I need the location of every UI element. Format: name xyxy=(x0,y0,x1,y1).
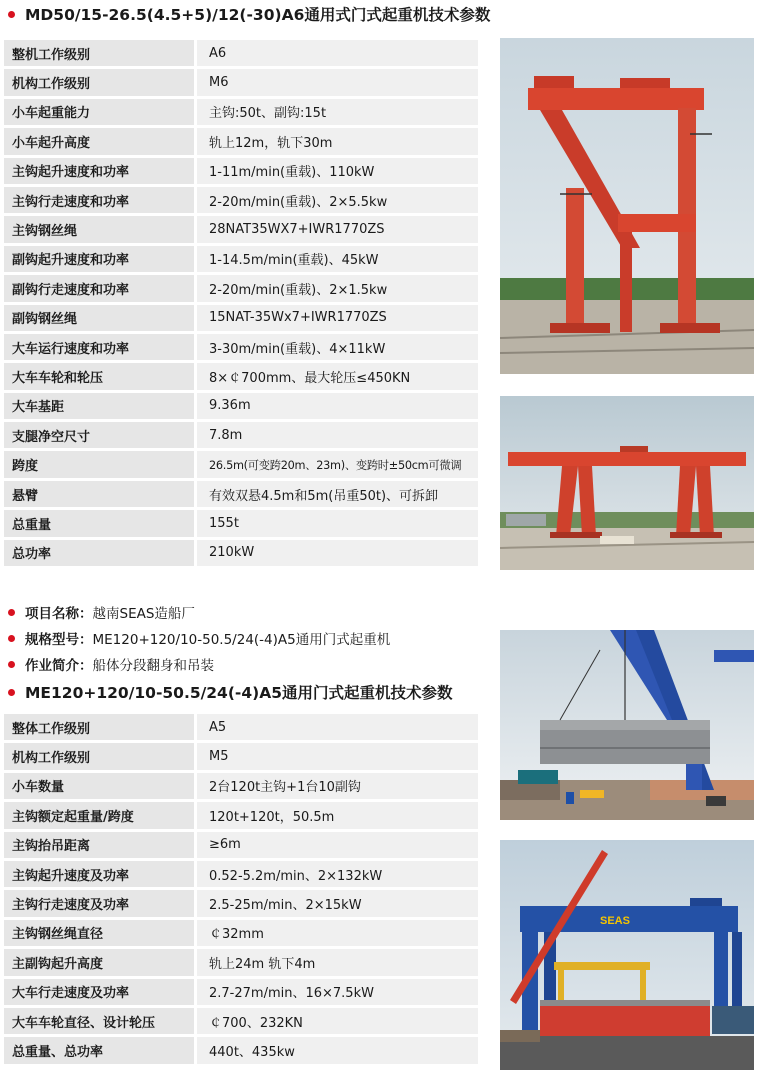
spec-value: 15NAT-35Wx7+IWR1770ZS xyxy=(197,305,478,334)
spec-row xyxy=(4,246,478,275)
spec-value: 1-14.5m/min(重载)、45kW xyxy=(197,246,478,275)
spec-row xyxy=(4,69,478,98)
spec-row xyxy=(4,920,478,949)
spec-label: 主钩额定起重量/跨度 xyxy=(4,802,194,831)
bullet-dot-icon xyxy=(8,661,15,668)
project-model-key: 规格型号： xyxy=(25,632,93,648)
crane-photo-2 xyxy=(500,396,754,570)
spec-row xyxy=(4,832,478,861)
spec-row xyxy=(4,979,478,1008)
spec-label: 大车基距 xyxy=(4,393,194,422)
spec-value: 8×￠700mm、最大轮压≤450KN xyxy=(197,363,478,392)
spec-label: 副钩行走速度和功率 xyxy=(4,275,194,304)
spec-value: ≥6m xyxy=(197,832,478,861)
spec-value: 28NAT35WX7+IWR1770ZS xyxy=(197,216,478,245)
spec-row xyxy=(4,1008,478,1037)
spec-label: 大车车轮直径、设计轮压 xyxy=(4,1008,194,1037)
spec-row xyxy=(4,714,478,743)
spec-value: 2台120t主钩+1台10副钩 xyxy=(197,773,478,802)
spec-label: 总重量、总功率 xyxy=(4,1037,194,1066)
spec-row xyxy=(4,393,478,422)
bullet-dot-icon xyxy=(8,689,15,696)
spec-value: 1-11m/min(重载)、110kW xyxy=(197,158,478,187)
spec-row xyxy=(4,481,478,510)
spec-label: 机构工作级别 xyxy=(4,743,194,772)
crane-photo-1 xyxy=(500,38,754,374)
spec-row xyxy=(4,743,478,772)
spec-row xyxy=(4,334,478,363)
spec-row xyxy=(4,363,478,392)
spec-label: 悬臂 xyxy=(4,481,194,510)
spec-row xyxy=(4,890,478,919)
project-work-key: 作业简介： xyxy=(25,658,93,674)
spec-row xyxy=(4,216,478,245)
spec-value: A5 xyxy=(197,714,478,743)
spec-value: 120t+120t，50.5m xyxy=(197,802,478,831)
spec-value: 2-20m/min(重载)、2×1.5kw xyxy=(197,275,478,304)
spec-value: M5 xyxy=(197,743,478,772)
spec-row xyxy=(4,158,478,187)
spec-row xyxy=(4,275,478,304)
spec-row xyxy=(4,128,478,157)
section2-heading xyxy=(8,680,453,704)
spec-row xyxy=(4,422,478,451)
spec-row xyxy=(4,305,478,334)
spec-label: 总重量 xyxy=(4,510,194,539)
spec-label: 主钩钢丝绳直径 xyxy=(4,920,194,949)
spec-value: ￠32mm xyxy=(197,920,478,949)
spec-row xyxy=(4,802,478,831)
spec-value: 轨上24m 轨下4m xyxy=(197,949,478,978)
spec-row xyxy=(4,861,478,890)
spec-value: 有效双悬4.5m和5m(吊重50t)、可拆卸 xyxy=(197,481,478,510)
spec-value: 2.5-25m/min、2×15kW xyxy=(197,890,478,919)
spec-value: 155t xyxy=(197,510,478,539)
spec-value: A6 xyxy=(197,40,478,69)
spec-label: 支腿净空尺寸 xyxy=(4,422,194,451)
project-work-item xyxy=(8,654,214,674)
spec-label: 主钩行走速度和功率 xyxy=(4,187,194,216)
spec-value: M6 xyxy=(197,69,478,98)
spec-value: 0.52-5.2m/min、2×132kW xyxy=(197,861,478,890)
section2-title: ME120+120/10-50.5/24(-4)A5通用门式起重机技术参数 xyxy=(25,684,453,702)
spec-label: 副钩钢丝绳 xyxy=(4,305,194,334)
spec-value: 主钩:50t、副钩:15t xyxy=(197,99,478,128)
section2-spec-table xyxy=(4,714,478,1067)
svg-text:SEAS: SEAS xyxy=(600,915,630,927)
spec-label: 主钩抬吊距离 xyxy=(4,832,194,861)
spec-value: 3-30m/min(重载)、4×11kW xyxy=(197,334,478,363)
spec-label: 大车运行速度和功率 xyxy=(4,334,194,363)
spec-value: 轨上12m，轨下30m xyxy=(197,128,478,157)
spec-label: 副钩起升速度和功率 xyxy=(4,246,194,275)
spec-label: 整体工作级别 xyxy=(4,714,194,743)
spec-row xyxy=(4,949,478,978)
project-model-item xyxy=(8,628,390,648)
spec-label: 主钩行走速度及功率 xyxy=(4,890,194,919)
spec-row xyxy=(4,1037,478,1066)
spec-row xyxy=(4,99,478,128)
spec-label: 主钩起升速度和功率 xyxy=(4,158,194,187)
spec-label: 整机工作级别 xyxy=(4,40,194,69)
spec-value: 7.8m xyxy=(197,422,478,451)
project-name-value: 越南SEAS造船厂 xyxy=(92,606,195,622)
spec-value: 26.5m(可变跨20m、23m)、变跨时±50cm可微调 xyxy=(197,451,478,480)
spec-value: 2-20m/min(重载)、2×5.5kw xyxy=(197,187,478,216)
bullet-dot-icon xyxy=(8,635,15,642)
spec-row xyxy=(4,451,478,480)
bullet-dot-icon xyxy=(8,11,15,18)
spec-label: 跨度 xyxy=(4,451,194,480)
spec-row xyxy=(4,40,478,69)
crane-photo-3 xyxy=(500,630,754,820)
spec-value: 210kW xyxy=(197,540,478,569)
spec-label: 小车数量 xyxy=(4,773,194,802)
spec-value: 440t、435kw xyxy=(197,1037,478,1066)
project-model-value: ME120+120/10-50.5/24(-4)A5通用门式起重机 xyxy=(92,632,391,648)
spec-label: 大车行走速度及功率 xyxy=(4,979,194,1008)
spec-row xyxy=(4,187,478,216)
spec-label: 小车起升高度 xyxy=(4,128,194,157)
spec-value: 2.7-27m/min、16×7.5kW xyxy=(197,979,478,1008)
spec-label: 机构工作级别 xyxy=(4,69,194,98)
spec-label: 主钩起升速度及功率 xyxy=(4,861,194,890)
spec-label: 主副钩起升高度 xyxy=(4,949,194,978)
crane-photo-4 xyxy=(500,840,754,1070)
spec-label: 总功率 xyxy=(4,540,194,569)
project-name-item xyxy=(8,602,195,622)
section1-spec-table xyxy=(4,40,478,569)
spec-value: 9.36m xyxy=(197,393,478,422)
spec-value: ￠700、232KN xyxy=(197,1008,478,1037)
project-name-key: 项目名称： xyxy=(25,606,93,622)
section1-title: MD50/15-26.5(4.5+5)/12(-30)A6通用式门式起重机技术参数 xyxy=(25,6,491,24)
spec-row xyxy=(4,540,478,569)
spec-label: 主钩钢丝绳 xyxy=(4,216,194,245)
spec-label: 大车车轮和轮压 xyxy=(4,363,194,392)
section1-heading xyxy=(8,2,490,26)
spec-row xyxy=(4,773,478,802)
spec-label: 小车起重能力 xyxy=(4,99,194,128)
bullet-dot-icon xyxy=(8,609,15,616)
spec-row xyxy=(4,510,478,539)
project-work-value: 船体分段翻身和吊装 xyxy=(92,658,214,674)
